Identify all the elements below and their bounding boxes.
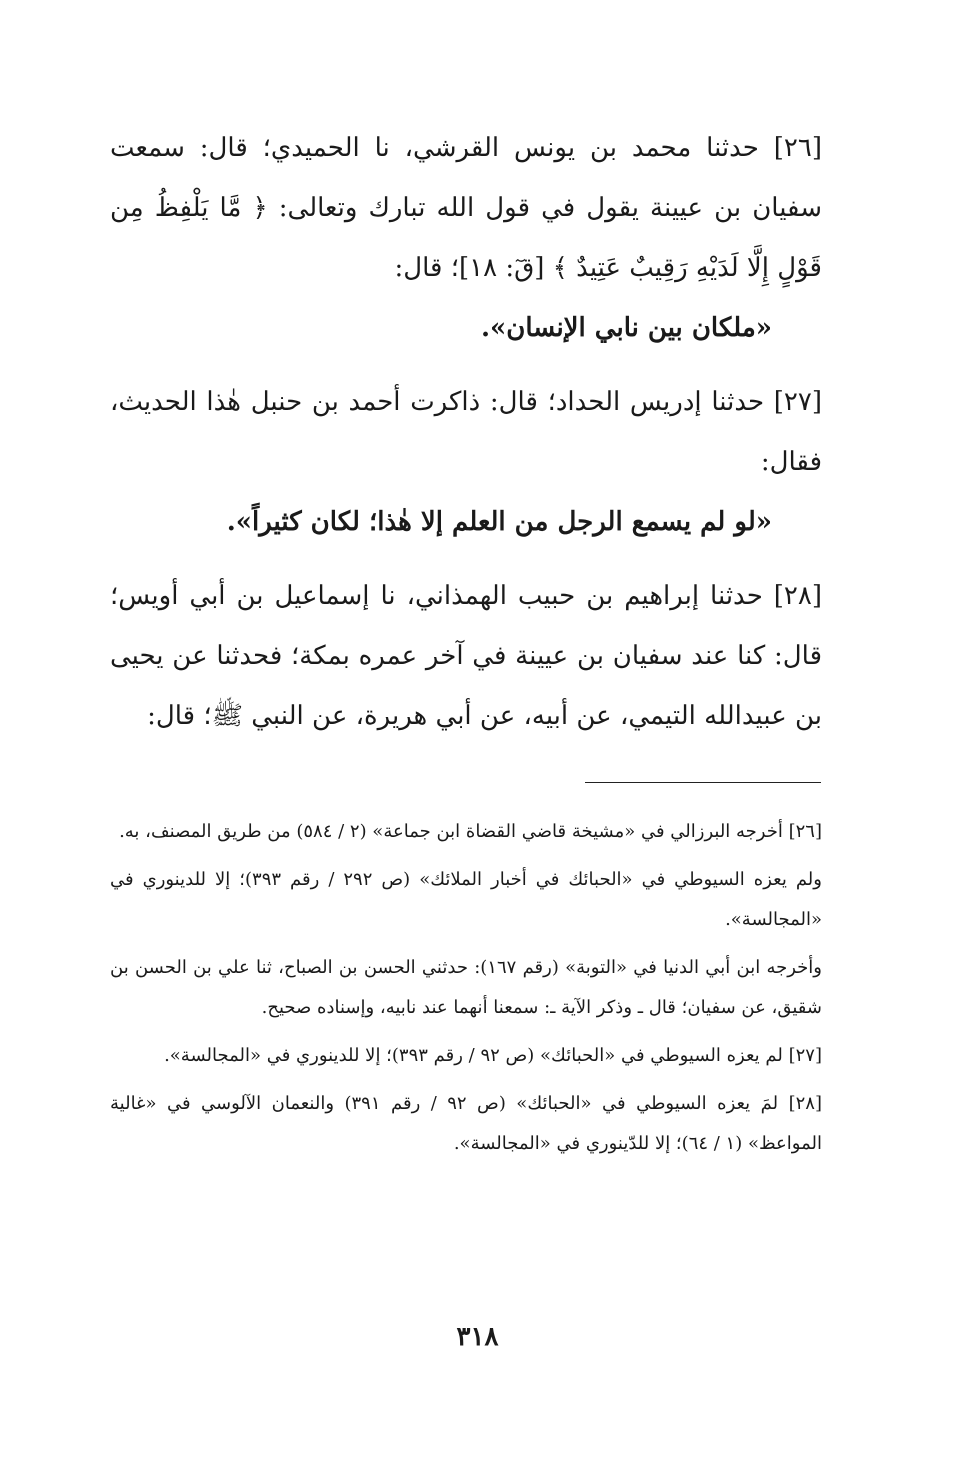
main-text [110,118,822,746]
footnote-28: [٢٨] لمَ يعزه السيوطي في «الحبائك» (ص ٩٢ / رقم ٣٩١) والنعمان الآلوسي في «غالية المواعظ» (١ / ٦٤)؛ إلا للدّينوري في «المجالسة». [110,1093,822,1154]
page-number: ٣١٨ [456,1322,499,1352]
footnote-divider [585,782,821,783]
paragraph-27: [٢٧] حدثنا إدريس الحداد؛ قال: ذاكرت أحمد بن حنبل هٰذا الحديث، فقال: [110,387,822,477]
hadith-text-26: «ملكان بين نابي الإنسان». [480,313,772,343]
footnote-26-c: وأخرجه ابن أبي الدنيا في «التوبة» (رقم ١٦٧): حدثني الحسن بن الصباح، ثنا علي بن الحسن بن شقيق، عن سفيان؛ قال ـ وذكر الآية ـ: سمعنا أنهما عند نابيه، وإسناده صحيح. [110,957,822,1018]
paragraph-28: [٢٨] حدثنا إبراهيم بن حبيب الهمذاني، نا إسماعيل بن أبي أويس؛ قال: كنا عند سفيان بن عيينة في آخر عمره بمكة؛ فحدثنا عن يحيى بن عبيدالله التيمي، عن أبيه، عن أبي هريرة، عن النبي ﷺ؛ قال: [110,581,822,731]
footnote-26: [٢٦] أخرجه البرزالي في «مشيخة قاضي القضاة ابن جماعة» (٢ / ٥٨٤) من طريق المصنف، به. [119,821,822,842]
footnotes [110,812,822,1172]
footnote-27: [٢٧] لم يعزه السيوطي في «الحبائك» (ص ٩٢ / رقم ٣٩٣)؛ إلا للدينوري في «المجالسة». [164,1045,822,1066]
hadith-text-27: «لو لم يسمع الرجل من العلم إلا هٰذا؛ لكان كثيراً». [226,507,772,537]
footnote-26-b: ولم يعزه السيوطي في «الحبائك في أخبار الملائك» (ص ٢٩٢ / رقم ٣٩٣)؛ إلا للدينوري في «المجالسة». [110,869,822,930]
paragraph-26: [٢٦] حدثنا محمد بن يونس القرشي، نا الحميدي؛ قال: سمعت سفيان بن عيينة يقول في قول الله تبارك وتعالى: ﴿ مَّا يَلْفِظُ مِن قَوْلٍ إِلَّا لَدَيْهِ رَقِيبٌ عَتِيدٌ ﴾ [قٓ: ١٨]؛ قال: [110,133,822,283]
